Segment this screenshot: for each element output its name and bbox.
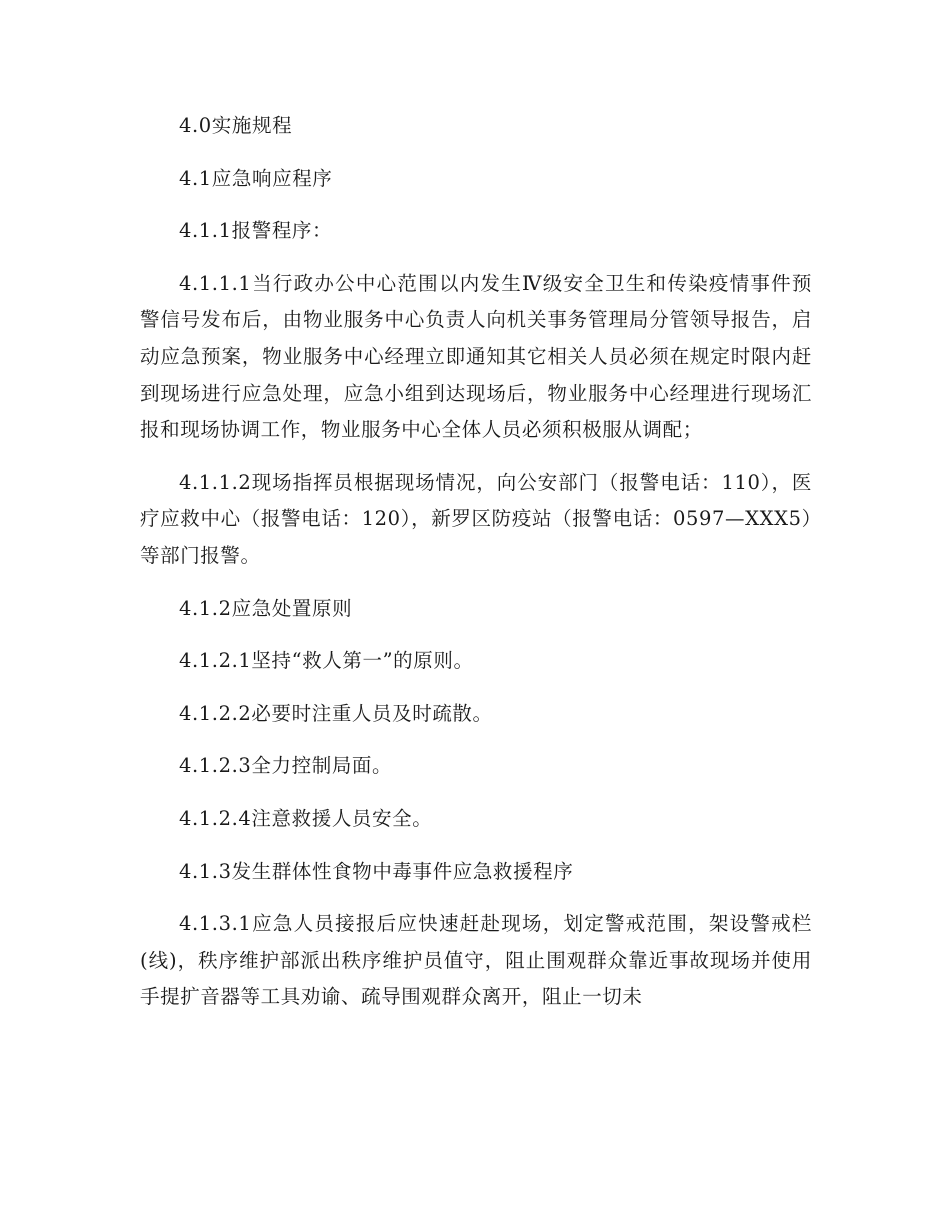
paragraph-4-1-3-1: 4.1.3.1应急人员接报后应快速赶赴现场，划定警戒范围，架设警戒栏(线)，秩序维护部派出秩序维护员值守，阻止围观群众靠近事故现场并使用手提扩音器等工具劝谕、疏导围观群众离开，阻止一切未 (140, 912, 812, 1009)
section-heading-4-1-2: 4.1.2应急处置原则 (179, 596, 353, 620)
paragraph-4-1-2-2: 4.1.2.2必要时注重人员及时疏散。 (179, 701, 493, 725)
paragraph-4-1-2-4: 4.1.2.4注意救援人员安全。 (179, 806, 433, 830)
document-body (140, 108, 812, 1032)
paragraph-4-1-1-2: 4.1.1.2现场指挥员根据现场情况，向公安部门（报警电话：110），医疗应救中心（报警电话：120），新罗区防疫站（报警电话：0597—XXX5）等部门报警。 (140, 470, 812, 567)
section-heading-4-1-1: 4.1.1报警程序： (179, 219, 333, 243)
paragraph-4-1-2-3: 4.1.2.3全力控制局面。 (179, 754, 393, 778)
paragraph-4-1-1-1: 4.1.1.1当行政办公中心范围以内发生Ⅳ级安全卫生和传染疫情事件预警信号发布后，由物业服务中心负责人向机关事务管理局分管领导报告，启动应急预案，物业服务中心经理立即通知其它相关人员必须在规定时限内赶到现场进行应急处理，应急小组到达现场后，物业服务中心经理进行现场汇报和现场协调工作，物业服务中心全体人员必须积极服从调配； (140, 271, 812, 442)
section-heading-4-1-3: 4.1.3发生群体性食物中毒事件应急救援程序 (179, 859, 574, 883)
paragraph-4-1-2-1: 4.1.2.1坚持“救人第一”的原则。 (179, 649, 474, 673)
section-heading-4-0: 4.0实施规程 (179, 114, 293, 137)
section-heading-4-1: 4.1应急响应程序 (179, 166, 333, 190)
